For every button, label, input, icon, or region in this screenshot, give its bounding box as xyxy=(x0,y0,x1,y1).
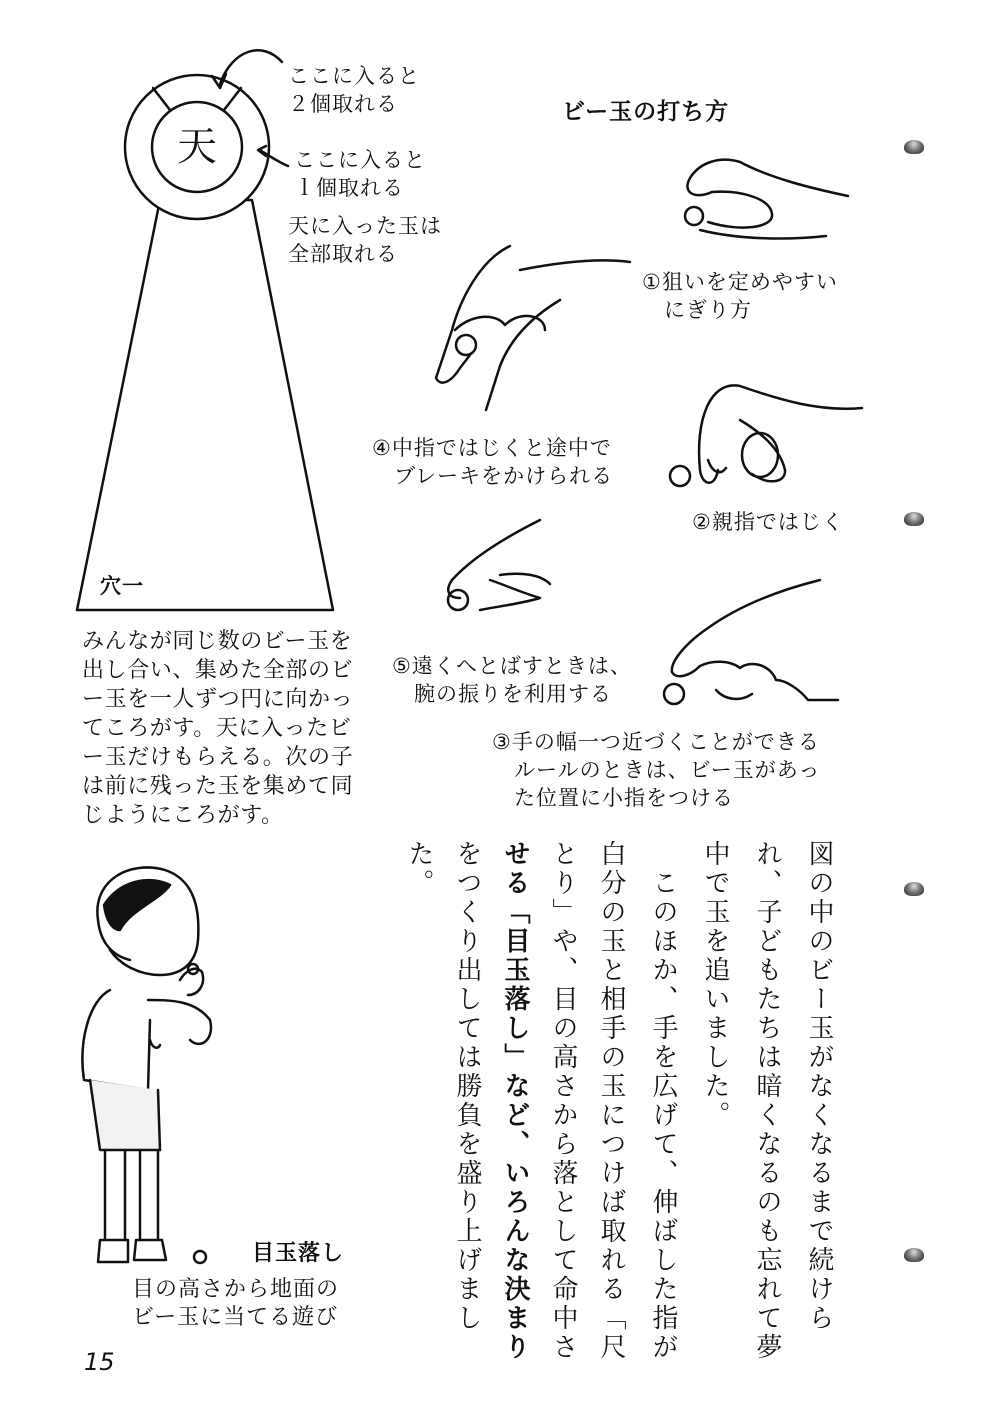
body-column-5: 白分の玉と相手の玉につけば取れる「尺 xyxy=(596,840,626,1362)
hand-grip-illustration xyxy=(685,160,848,239)
binding-hole-mark xyxy=(904,140,924,154)
binding-hole-mark xyxy=(904,882,924,896)
hand-pinky-mark-illustration xyxy=(664,580,838,704)
body-column-7: せる「目玉落し」など、いろんな決まり xyxy=(500,840,530,1362)
binding-hole-mark xyxy=(904,512,924,526)
callout-inner-ring: ここに入ると ２個取れる xyxy=(288,64,420,116)
step-2-caption: ②親指ではじく xyxy=(692,510,844,534)
step-4-caption: ④中指ではじくと途中で ブレーキをかけられる xyxy=(372,436,614,488)
body-column-4: このほか、手を広げて、伸ばした指が xyxy=(648,840,678,1362)
tenchi-description: みんなが同じ数のビー玉を 出し合い、集めた全部のビ ー玉を一人ずつ円に向かっ てころがす。天に入ったビ ー玉だけもらえる。次の子 は前に残った玉を集めて同 じようにころがす。 xyxy=(82,629,354,828)
step-1-caption: ①狙いを定めやすい にぎり方 xyxy=(642,270,838,322)
medama-caption: 目の高さから地面の ビー玉に当てる遊び xyxy=(132,1277,340,1330)
hand-long-throw-illustration xyxy=(448,520,550,610)
body-column-2: れ、子どもたちは暗くなるのも忘れて夢 xyxy=(752,840,782,1362)
step-3-caption: ③手の幅一つ近づくことができる ルールのときは、ビー玉があっ た位置に小指をつける xyxy=(492,730,821,810)
shooting-title: ビー玉の打ち方 xyxy=(562,99,730,125)
body-column-3: 中で玉を追いました。 xyxy=(700,840,730,1130)
arrow-to-inner xyxy=(220,50,282,84)
callout-outer-ring: ここに入ると ｌ個取れる xyxy=(294,148,426,200)
medama-title: 目玉落し xyxy=(252,1241,345,1266)
body-column-9: た。 xyxy=(404,840,434,898)
body-column-1: 図の中のビー玉がなくなるまで続けら xyxy=(804,840,834,1333)
step-5-caption: ⑤遠くへとばすときは、 腕の振りを利用する xyxy=(392,654,632,706)
page-number: 15 xyxy=(84,1348,115,1376)
hand-middle-finger-illustration xyxy=(436,246,630,410)
body-column-6: とり」や、目の高さから落として命中さ xyxy=(548,840,578,1362)
ten-character: 天 xyxy=(177,124,217,170)
body-column-8: をつくり出しては勝負を盛り上げまし xyxy=(452,840,482,1333)
boy-holding-marble-illustration xyxy=(82,867,211,1263)
hole-label: 穴一 xyxy=(100,574,144,598)
callout-ten: 天に入った玉は 全部取れる xyxy=(288,214,442,266)
hand-thumb-flick-illustration xyxy=(670,385,862,486)
binding-hole-mark xyxy=(904,1248,924,1262)
